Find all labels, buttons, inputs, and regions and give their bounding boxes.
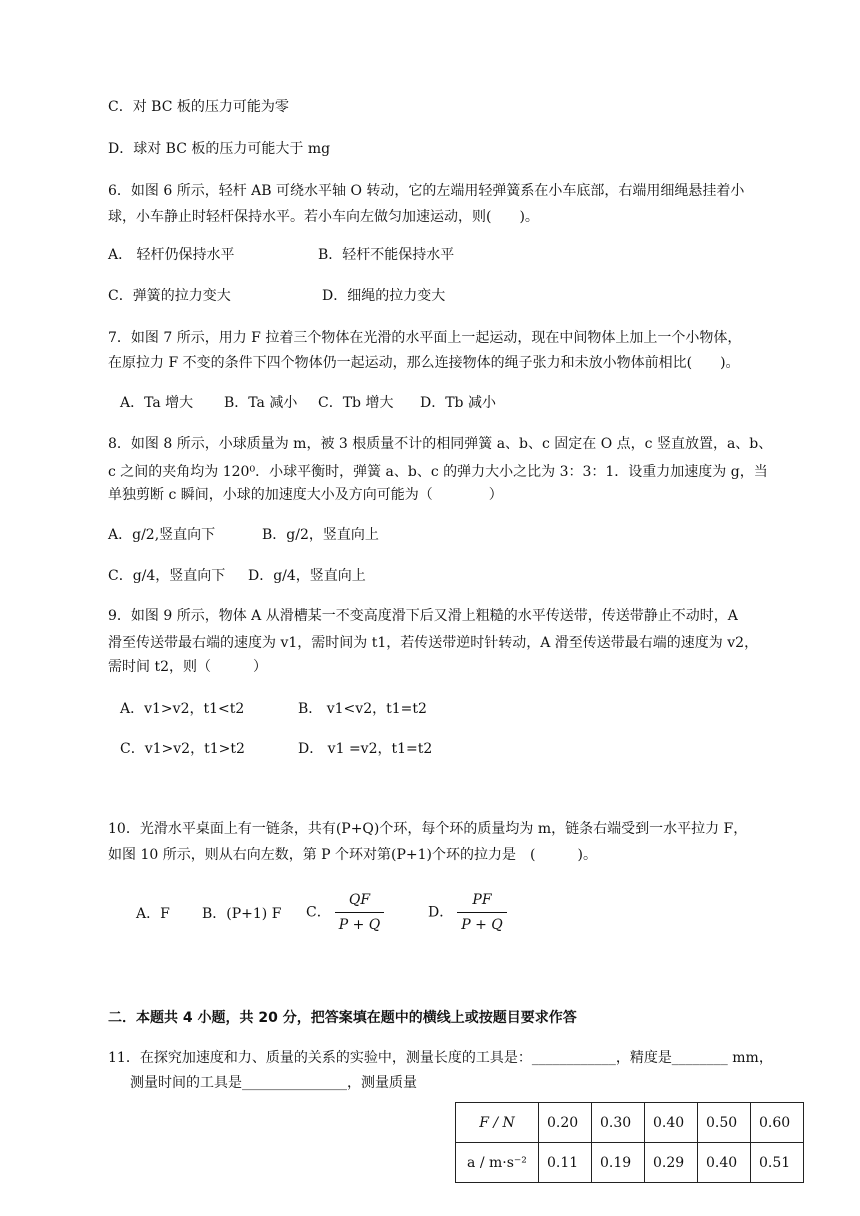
q10-option-c-denominator: P + Q <box>338 917 381 933</box>
table-cell: 0.40 <box>698 1143 751 1183</box>
table-cell: 0.50 <box>698 1103 751 1143</box>
q10-option-b: B．(P+1) F <box>202 906 282 922</box>
q10-option-c-fraction <box>335 890 385 935</box>
table-cell: 0.29 <box>645 1143 698 1183</box>
table-cell: 0.40 <box>645 1103 698 1143</box>
table-cell: 0.20 <box>539 1103 592 1143</box>
q8-option-a: A．g/2,竖直向下 <box>108 527 216 543</box>
q8-option-d: D．g/4，竖直向上 <box>248 568 366 584</box>
q9-stem-line3: 需时间 t2，则（ ） <box>108 659 267 675</box>
q7-stem-line2: 在原拉力 F 不变的条件下四个物体仍一起运动，那么连接物体的绳子张力和未放小物体前相比( )。 <box>108 355 740 371</box>
q6-stem-line1: 6．如图 6 所示，轻杆 AB 可绕水平轴 O 转动，它的左端用轻弹簧系在小车底部，右端用细绳悬挂着小 <box>108 183 745 199</box>
q9-stem-line1: 9．如图 9 所示，物体 A 从滑槽某一不变高度滑下后又滑上粗糙的水平传送带，传送带静止不动时，A <box>108 608 738 624</box>
table-cell: 0.30 <box>592 1103 645 1143</box>
section2-heading: 二．本题共 4 小题，共 20 分，把答案填在题中的横线上或按题目要求作答 <box>108 1010 577 1026</box>
q8-option-c: C．g/4，竖直向下 <box>108 568 226 584</box>
q6-stem-line2: 球，小车静止时轻杆保持水平。若小车向左做匀加速运动，则( )。 <box>108 209 539 225</box>
q7-option-b: B．Ta 减小 <box>224 395 298 411</box>
q10-option-d <box>428 890 511 935</box>
q5-option-d: D．球对 BC 板的压力可能大于 mg <box>108 141 331 157</box>
q6-option-d: D．细绳的拉力变大 <box>322 288 446 304</box>
q7-option-a: A．Ta 增大 <box>120 395 194 411</box>
q10-option-d-label: D． <box>428 904 454 921</box>
q6-option-c: C．弹簧的拉力变大 <box>108 288 231 304</box>
q6-option-b: B．轻杆不能保持水平 <box>318 247 455 263</box>
q8-stem-line1: 8．如图 8 所示，小球质量为 m，被 3 根质量不计的相同弹簧 a、b、c 固定在 O 点，c 竖直放置，a、b、 <box>108 436 773 452</box>
table-cell: 0.60 <box>751 1103 804 1143</box>
q10-option-c-label: C． <box>306 904 331 921</box>
data-table <box>455 1102 804 1183</box>
q10-option-d-fraction <box>457 890 507 935</box>
table-cell: 0.51 <box>751 1143 804 1183</box>
q8-stem-line2: c 之间的夹角均为 120⁰．小球平衡时，弹簧 a、b、c 的弹力大小之比为 3：3：1．设重力加速度为 g，当 <box>108 464 768 480</box>
q11-stem-line2: 测量时间的工具是_______________，测量质量 <box>130 1075 417 1091</box>
table-row-force <box>456 1103 804 1143</box>
q9-option-b: B． v1<v2，t1=t2 <box>298 701 427 717</box>
table-row-acceleration <box>456 1143 804 1183</box>
q11-stem-line1: 11．在探究加速度和力、质量的关系的实验中，测量长度的工具是：____________，精度是________ mm， <box>108 1050 773 1066</box>
q10-option-a: A．F <box>136 906 170 922</box>
q10-option-c-numerator: QF <box>335 890 385 913</box>
q10-option-d-numerator: PF <box>457 890 507 913</box>
q10-option-c <box>306 890 388 935</box>
table-cell: 0.11 <box>539 1143 592 1183</box>
q7-option-d: D．Tb 减小 <box>420 395 496 411</box>
table-header-acceleration: a / m·s⁻² <box>456 1143 539 1183</box>
q5-option-c: C．对 BC 板的压力可能为零 <box>108 99 289 115</box>
q8-option-b: B．g/2，竖直向上 <box>262 527 379 543</box>
table-cell: 0.19 <box>592 1143 645 1183</box>
q9-option-d: D． v1 =v2，t1=t2 <box>298 741 433 757</box>
q9-option-c: C．v1>v2，t1>t2 <box>120 741 245 757</box>
q7-option-c: C．Tb 增大 <box>318 395 394 411</box>
q10-option-d-denominator: P + Q <box>461 917 503 933</box>
q6-option-a: A． 轻杆仍保持水平 <box>108 247 235 263</box>
q10-stem-line2: 如图 10 所示，则从右向左数，第 P 个环对第(P+1)个环的拉力是 ( )。 <box>108 847 597 863</box>
q9-stem-line2: 滑至传送带最右端的速度为 v1，需时间为 t1，若传送带逆时针转动，A 滑至传送带最右端的速度为 v2， <box>108 635 759 651</box>
q10-stem-line1: 10．光滑水平桌面上有一链条，共有(P+Q)个环，每个环的质量均为 m，链条右端受到一水平拉力 F， <box>108 821 748 837</box>
table-header-force: F / N <box>456 1103 539 1143</box>
q7-stem-line1: 7．如图 7 所示，用力 F 拉着三个物体在光滑的水平面上一起运动，现在中间物体上加上一个小物体， <box>108 330 742 346</box>
q9-option-a: A．v1>v2，t1<t2 <box>120 701 245 717</box>
q8-stem-line3: 单独剪断 c 瞬间，小球的加速度大小及方向可能为（ ） <box>108 487 503 503</box>
